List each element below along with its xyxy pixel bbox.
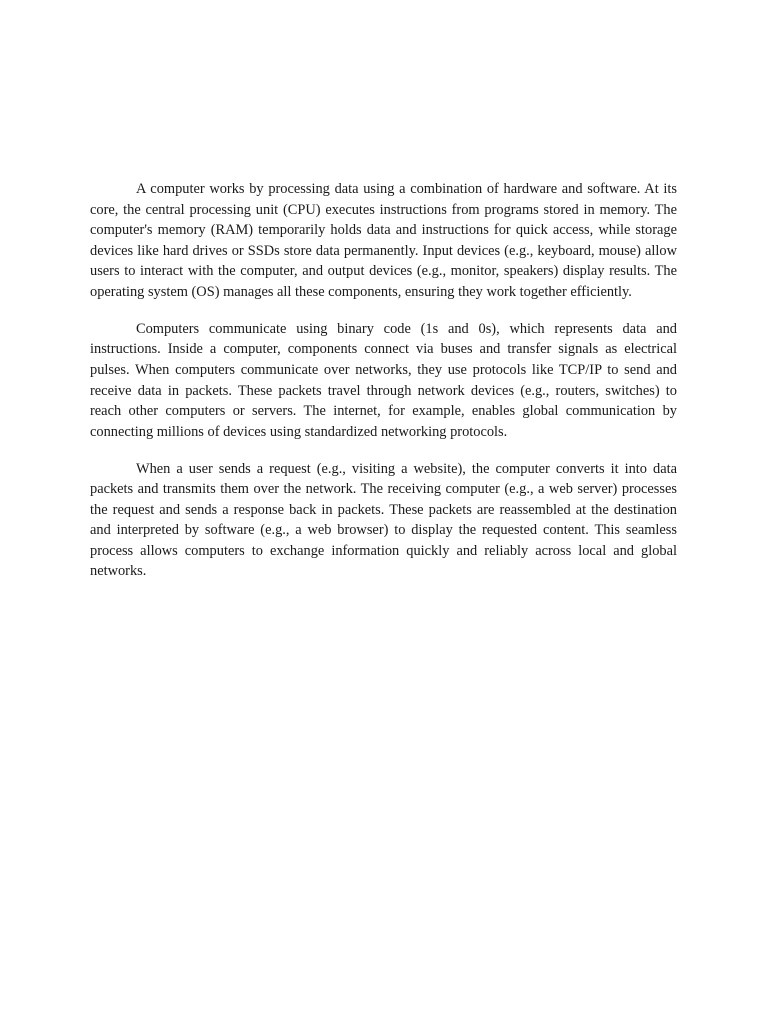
paragraph-3: When a user sends a request (e.g., visiting a website), the computer converts it into data packets and transmits them over the network. The receiving computer (e.g., a web server) processes the request and sends a response back in packets. These packets are reassembled at the destination and interpreted by software (e.g., a web browser) to display the requested content. This seamless process allows computers to exchange information quickly and reliably across local and global networks.: [90, 460, 677, 580]
document-body: [90, 179, 677, 598]
paragraph-1: A computer works by processing data using a combination of hardware and software. At its core, the central processing unit (CPU) executes instructions from programs stored in memory. The computer's memory (RAM) temporarily holds data and instructions for quick access, while storage devices like hard drives or SSDs store data permanently. Input devices (e.g., keyboard, mouse) allow users to interact with the computer, and output devices (e.g., monitor, speakers) display results. The operating system (OS) manages all these components, ensuring they work together efficiently.: [90, 181, 677, 300]
paragraph-2: Computers communicate using binary code (1s and 0s), which represents data and instructions. Inside a computer, components connect via buses and transfer signals as electrical pulses. When computers communicate over networks, they use protocols like TCP/IP to send and receive data in packets. These packets travel through network devices (e.g., routers, switches) to reach other computers or servers. The internet, for example, enables global communication by connecting millions of devices using standardized networking protocols.: [90, 320, 677, 440]
